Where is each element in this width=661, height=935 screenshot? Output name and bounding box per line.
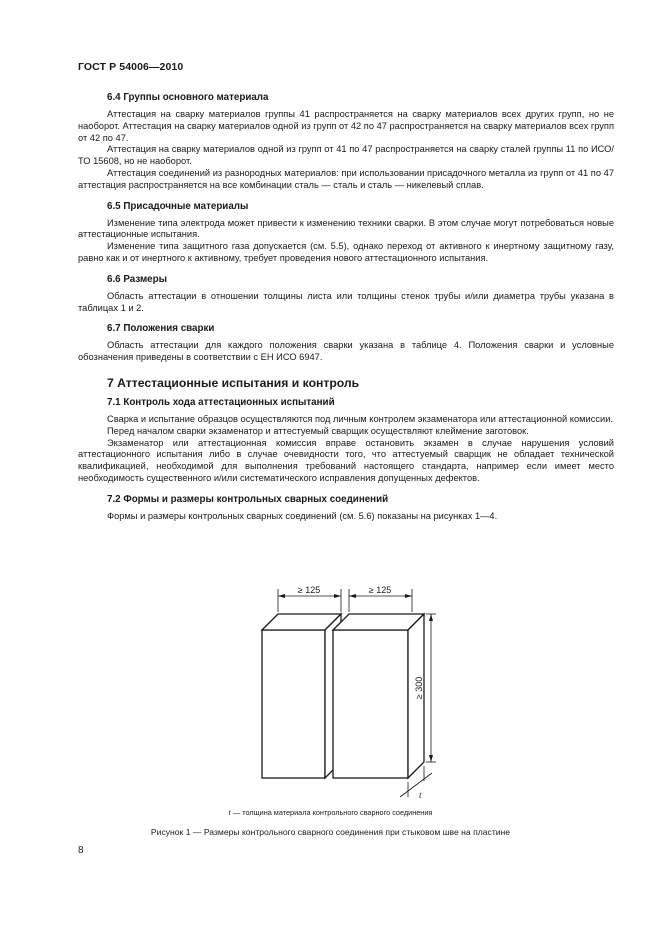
paragraph: Перед началом сварки экзаменатор и аттестуемый сварщик осуществляют клеймение заготовок. xyxy=(107,425,529,436)
paragraph: Аттестация соединений из разнородных материалов: при использовании присадочного металла из групп от 41 по 47 аттестация распространяется на все комбинации сталь — сталь и сталь — никелевый сплав. xyxy=(78,167,614,190)
paragraph: Область аттестации для каждого положения сварки указана в таблице 4. Положения сварки и условные обозначения приведены в соответствии с ЕН ИСО 6947. xyxy=(78,340,614,363)
thickness-label: t xyxy=(419,790,422,800)
document-header: ГОСТ Р 54006—2010 xyxy=(78,61,184,73)
section-heading-6-7: 6.7 Положения сварки xyxy=(107,323,215,335)
dimension-label-width-2: ≥ 125 xyxy=(368,585,392,595)
figure-legend xyxy=(0,808,661,817)
section-heading-7-1: 7.1 Контроль хода аттестационных испытаний xyxy=(107,396,335,408)
legend-text: — толщина материала контрольного сварного соединения xyxy=(230,808,433,817)
section-heading-6-4: 6.4 Группы основного материала xyxy=(107,92,269,103)
paragraph: Экзаменатор или аттестационная комиссия вправе остановить экзамен в случае нарушения условий аттестационного испытания либо в случае очевидности того, что аттестуемый сварщик не обладает технической квалификацией, необходимой для выполнения требований настоящего стандарта, например если имеет место необходимость существенного и/или систематического исправления допущенных дефектов. xyxy=(78,437,614,483)
dimension-label-height: ≥ 300 xyxy=(414,676,424,700)
section-heading-6-5: 6.5 Присадочные материалы xyxy=(107,200,249,212)
paragraph: Аттестация на сварку материалов одной из групп от 41 по 47 распространяется на сварку сталей группы 11 по ИСО/ТО 15608, но не наоборот. xyxy=(78,144,614,167)
section-heading-7-2: 7.2 Формы и размеры контрольных сварных соединений xyxy=(107,493,389,505)
paragraph: Формы и размеры контрольных сварных соединений (см. 5.6) показаны на рисунках 1—4. xyxy=(107,510,498,521)
paragraph: Изменение типа электрода может привести к изменению техники сварки. В этом случае могут потребоваться новые аттестационные испытания. xyxy=(78,217,614,240)
dimension-label-width-1: ≥ 125 xyxy=(297,585,321,595)
paragraph: Изменение типа защитного газа допускается (см. 5.5), однако переход от активного к инертному защитному газу, равно как и от инертного к активному, требует проведения нового аттестационного испытания. xyxy=(78,241,614,263)
right-plate-front xyxy=(333,630,408,778)
paragraph: Сварка и испытание образцов осуществляются под личным контролем экзаменатора или аттестационной комиссии. xyxy=(107,413,613,424)
chapter-heading-7: 7 Аттестационные испытания и контроль xyxy=(107,375,360,390)
paragraph: Аттестация на сварку материалов группы 41 распространяется на сварку материалов всех других групп, но не наоборот. Аттестация на сварку материалов одной из групп от 42 по 47 распространяется на сварку материалов всех групп от 42 по 47. xyxy=(78,109,614,143)
figure-caption: Рисунок 1 — Размеры контрольного сварного соединения при стыковом шве на пластине xyxy=(150,827,511,837)
legend-symbol: t xyxy=(228,808,231,817)
page-number: 8 xyxy=(78,845,84,856)
paragraph: Область аттестации в отношении толщины листа или толщины стенок трубы и/или диаметра трубы указана в таблицах 1 и 2. xyxy=(78,290,614,313)
section-heading-6-6: 6.6 Размеры xyxy=(107,273,167,285)
left-plate-front xyxy=(262,630,325,778)
